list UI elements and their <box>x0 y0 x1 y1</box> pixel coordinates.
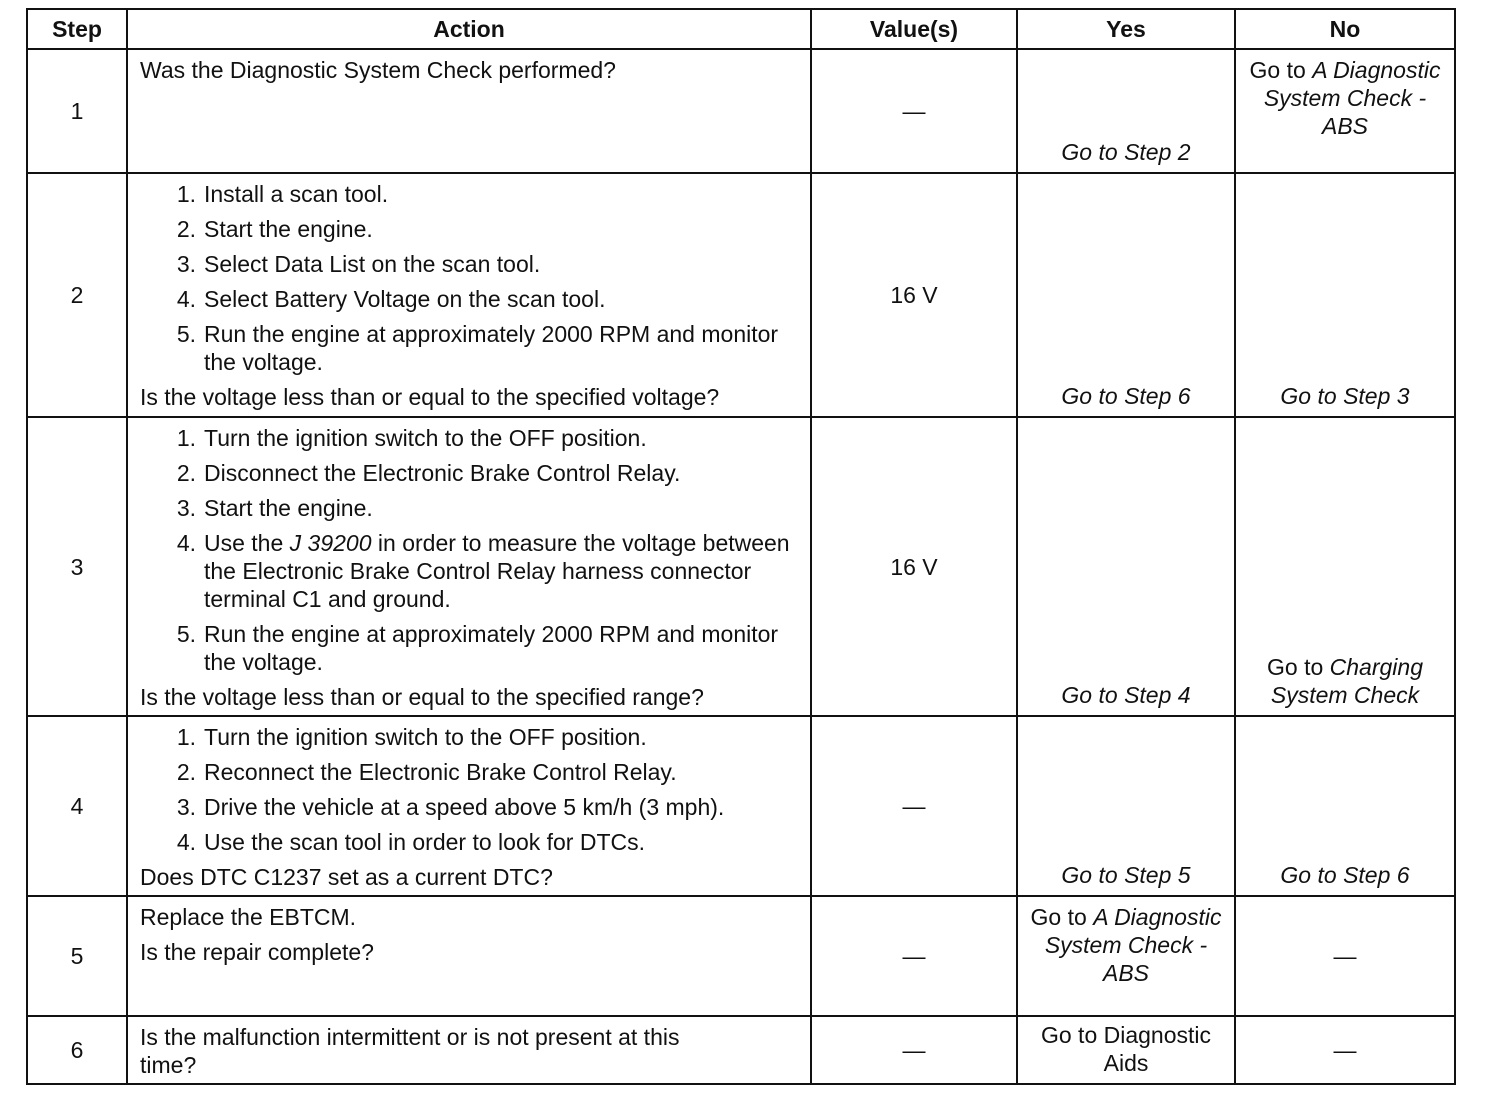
no-cell <box>1235 173 1455 417</box>
action-question: Does DTC C1237 set as a current DTC? <box>140 864 553 890</box>
list-item: 3. Select Data List on the scan tool. <box>176 251 541 277</box>
no-cell <box>1235 49 1455 173</box>
no-cell <box>1235 716 1455 896</box>
list-item: 2. Start the engine. <box>176 216 373 242</box>
tool-reference: J 39200 <box>289 530 372 556</box>
header-row <box>27 9 1455 49</box>
table-row <box>27 716 1455 896</box>
no-prefix: Go to <box>1267 654 1330 680</box>
action-cell <box>127 173 811 417</box>
yes-cell <box>1017 173 1235 417</box>
action-list <box>140 723 798 856</box>
yes-link[interactable]: Go to Step 5 <box>1061 862 1191 888</box>
no-link[interactable]: Charging System Check <box>1270 654 1423 708</box>
action-instruction: Replace the EBTCM. <box>140 904 357 930</box>
header-yes: Yes <box>1017 9 1235 49</box>
table-row <box>27 896 1455 1016</box>
list-item: 3. Drive the vehicle at a speed above 5 km/h (3 mph). <box>176 794 725 820</box>
action-question: Is the malfunction intermittent or is not present at this time? <box>140 1024 680 1078</box>
action-question: Is the voltage less than or equal to the specified voltage? <box>140 384 720 410</box>
action-question: Was the Diagnostic System Check performed? <box>140 57 616 83</box>
step-number: 1 <box>27 49 127 173</box>
yes-prefix: Go to <box>1030 904 1094 930</box>
step-number: 5 <box>27 896 127 1016</box>
no-link[interactable]: A Diagnostic System Check - ABS <box>1263 57 1441 139</box>
action-question: Is the voltage less than or equal to the specified range? <box>140 684 704 710</box>
list-item: 1. Turn the ignition switch to the OFF position. <box>176 724 647 750</box>
header-step: Step <box>27 9 127 49</box>
step-number: 2 <box>27 173 127 417</box>
action-cell <box>127 417 811 716</box>
list-item: 4. Use the scan tool in order to look for DTCs. <box>176 829 646 855</box>
table-row <box>27 417 1455 716</box>
value-cell: — <box>811 716 1017 896</box>
list-item: 2. Disconnect the Electronic Brake Control Relay. <box>176 460 681 486</box>
header-action: Action <box>127 9 811 49</box>
table-row <box>27 173 1455 417</box>
action-list <box>140 180 798 376</box>
value-cell: 16 V <box>811 417 1017 716</box>
no-cell <box>1235 417 1455 716</box>
action-cell <box>127 716 811 896</box>
action-question: Is the repair complete? <box>140 939 374 965</box>
no-link[interactable]: Go to Step 3 <box>1280 383 1410 409</box>
no-cell: — <box>1235 896 1455 1016</box>
step-number: 6 <box>27 1016 127 1084</box>
yes-link[interactable]: Go to Step 6 <box>1061 383 1191 409</box>
step-number: 3 <box>27 417 127 716</box>
yes-link[interactable]: Go to Step 4 <box>1061 682 1191 708</box>
list-item: 2. Reconnect the Electronic Brake Control Relay. <box>176 759 677 785</box>
yes-link[interactable]: Go to Diagnostic Aids <box>1040 1022 1212 1076</box>
no-prefix: Go to <box>1249 57 1313 83</box>
list-item: 5. Run the engine at approximately 2000 RPM and monitor the voltage. <box>176 621 779 675</box>
header-values: Value(s) <box>811 9 1017 49</box>
yes-cell <box>1017 716 1235 896</box>
table-row <box>27 1016 1455 1084</box>
value-cell: — <box>811 49 1017 173</box>
value-cell: 16 V <box>811 173 1017 417</box>
list-item: 4. Use the J 39200 in order to measure the voltage between the Electronic Brake Control Relay harness connector terminal C1 and ground. <box>176 530 790 612</box>
action-cell <box>127 1016 811 1084</box>
list-item: 1. Turn the ignition switch to the OFF position. <box>176 425 647 451</box>
action-cell <box>127 49 811 173</box>
table-row <box>27 49 1455 173</box>
header-no: No <box>1235 9 1455 49</box>
diagnostic-table <box>26 8 1456 1085</box>
list-item: 3. Start the engine. <box>176 495 373 521</box>
action-cell <box>127 896 811 1016</box>
yes-link[interactable]: A Diagnostic System Check - ABS <box>1044 904 1222 986</box>
list-item: 5. Run the engine at approximately 2000 RPM and monitor the voltage. <box>176 321 779 375</box>
yes-cell <box>1017 1016 1235 1084</box>
value-cell: — <box>811 1016 1017 1084</box>
step-number: 4 <box>27 716 127 896</box>
list-item: 4. Select Battery Voltage on the scan tool. <box>176 286 606 312</box>
yes-cell <box>1017 896 1235 1016</box>
no-cell: — <box>1235 1016 1455 1084</box>
no-link[interactable]: Go to Step 6 <box>1280 862 1410 888</box>
list-item: 1. Install a scan tool. <box>176 181 389 207</box>
yes-cell <box>1017 417 1235 716</box>
yes-link[interactable]: Go to Step 2 <box>1061 139 1191 165</box>
action-list <box>140 424 798 676</box>
value-cell: — <box>811 896 1017 1016</box>
yes-cell <box>1017 49 1235 173</box>
